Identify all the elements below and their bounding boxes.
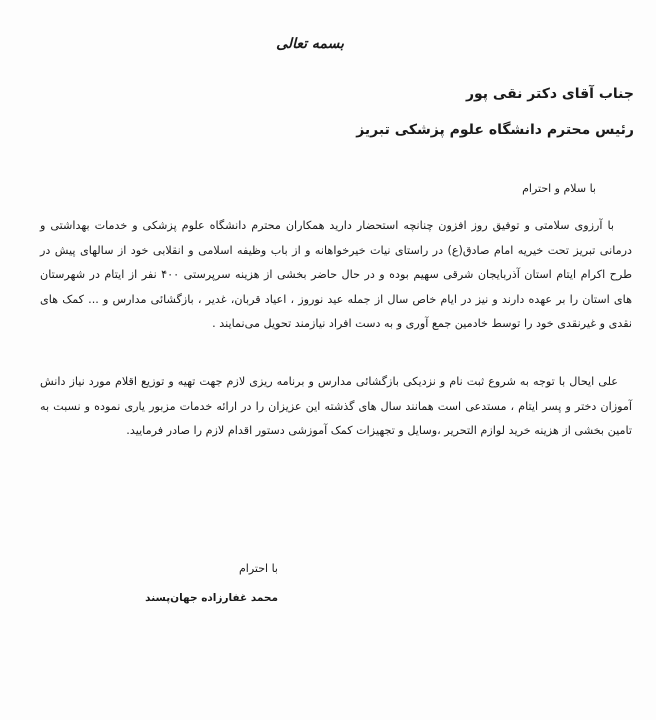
greeting: با سلام و احترام <box>522 182 596 195</box>
addressee-title: رئیس محترم دانشگاه علوم پزشکی تبریز <box>356 122 634 138</box>
addressee-name: جناب آقای دکتر نقی پور <box>465 86 634 102</box>
signature: محمد غفارزاده جهان‌پسند <box>145 592 278 604</box>
body-paragraph-2: علی ایحال با توجه به شروع ثبت نام و نزدیکی بازگشائی مدارس و برنامه ریزی لازم جهت تهیه و توزیع اقلام مورد نیاز دانش آموزان دختر و پسر ایتام ، مستدعی است همانند سال های گذشته این عزیزان را در ارائه خدمات مزبور یاری نموده و نسبت به تامین بخشی از هزینه خرید لوازم التحریر ،وسایل و تجهیزات کمک آموزشی دستور اقدام لازم را صادر فرمایید. <box>40 375 632 437</box>
invocation-heading: بسمه تعالی <box>276 36 344 52</box>
closing: با احترام <box>238 562 278 575</box>
body-paragraph-1: با آرزوی سلامتی و توفیق روز افزون چنانچه استحضار دارید همکاران محترم دانشگاه علوم پزشکی و خدمات بهداشتی و درمانی تبریز تحت خیریه امام صادق(ع) در راستای نیات خیرخواهانه و از باب وظیفه اسلامی و انقلابی خود از سالهای پیش در طرح اکرام ایتام استان آذربایجان شرقی سهیم بوده و در حال حاضر بخشی از هزینه سرپرستی ۴۰۰ نفر از ایتام در شهرستان های استان را بر عهده دارند و نیز در ایام خاص سال از جمله عید نوروز ، اعیاد قربان، غدیر ، بازگشائی مدارس و ... کمک های نقدی و غیرنقدی خود را توسط خادمین جمع آوری و به دست افراد نیازمند تحویل می‌نمایند . <box>40 219 632 330</box>
